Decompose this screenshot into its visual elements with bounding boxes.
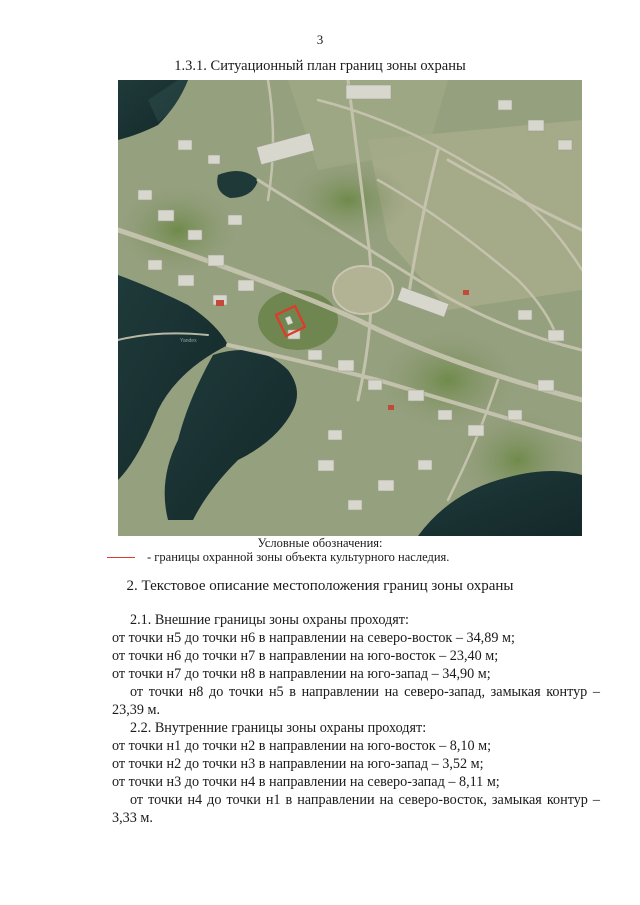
outer-boundary-heading: 2.1. Внешние границы зоны охраны проходят: [130, 612, 409, 628]
outer-boundary-line: от точки н8 до точки н5 в направлении на северо-запад, замыкая контур – 23,39 м. [112, 684, 600, 718]
outer-boundary-line: от точки н7 до точки н8 в направлении на юго-запад – 34,90 м; [112, 666, 491, 682]
inner-boundary-line: от точки н4 до точки н1 в направлении на северо-восток, замыкая контур – 3,33 м. [112, 792, 600, 826]
boundary-line-symbol [107, 557, 135, 558]
legend-item-label: - границы охранной зоны объекта культурного наследия. [147, 549, 450, 564]
section-title: 2. Текстовое описание местоположения границ зоны охраны [126, 578, 514, 594]
outer-boundary-line: от точки н6 до точки н7 в направлении на юго-восток – 23,40 м; [112, 648, 499, 664]
inner-boundary-line: от точки н3 до точки н4 в направлении на северо-запад – 8,11 м; [112, 774, 500, 790]
plan-title: 1.3.1. Ситуационный план границ зоны охраны [174, 58, 466, 74]
inner-boundary-line: от точки н2 до точки н3 в направлении на юго-запад – 3,52 м; [112, 756, 484, 772]
inner-boundary-heading: 2.2. Внутренние границы зоны охраны проходят: [130, 720, 427, 736]
outer-boundary-line: от точки н5 до точки н6 в направлении на северо-восток – 34,89 м; [112, 630, 515, 646]
boundary-description [112, 611, 600, 827]
satellite-map-image [118, 80, 582, 536]
inner-boundary-line: от точки н1 до точки н2 в направлении на юго-восток – 8,10 м; [112, 738, 492, 754]
legend-title: Условные обозначения: [257, 536, 383, 550]
situational-map [118, 80, 582, 536]
page-number: 3 [316, 32, 324, 47]
legend-item [107, 549, 449, 565]
map-watermark: Yandex [180, 338, 197, 344]
